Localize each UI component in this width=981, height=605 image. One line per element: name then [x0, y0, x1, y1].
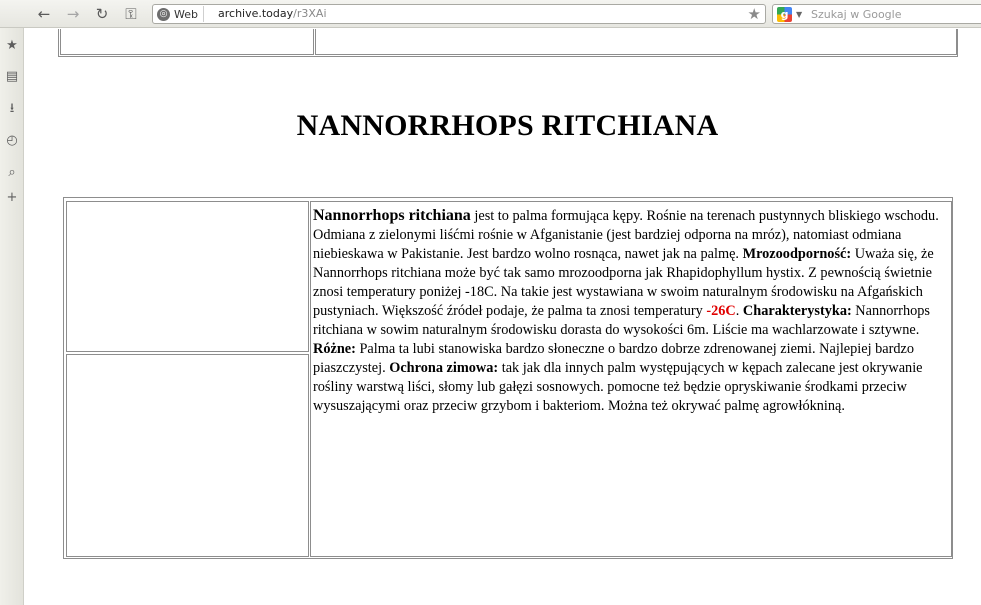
- globe-icon: ◎: [157, 8, 170, 21]
- frost-text: Uważa się, że Nannorrhops ritchiana może być tak samo mrozoodporna jak Rhapidophyllum hystix. Z pewnością świetnie znosi temperatury poniżej -18C. Na takie jest wystawiana w swoim naturalnym środowisku na Afgańskich pustyniach. Większość źródeł podaje, że palma ta znosi temperatury: [313, 246, 934, 319]
- misc-text: Palma ta lubi stanowiska bardzo słoneczne o bardzo dobrze zdrenowanej ziemi. Najlepiej bardzo piaszczystej.: [313, 341, 915, 376]
- google-logo-letter: g: [780, 8, 789, 21]
- misc-label: Różne:: [313, 341, 356, 357]
- characteristics-text: Nannorrhops ritchiana w sowim naturalnym środowisku dorasta do wysokości 6m. Liście ma wachlarzowate i sztywne.: [313, 303, 930, 338]
- top-table-cell-left: [60, 29, 314, 55]
- top-table-cell-right: [315, 29, 957, 55]
- forward-arrow-icon[interactable]: →: [66, 5, 80, 23]
- search-icon[interactable]: ⌕: [8, 165, 16, 180]
- intro-text: jest to palma formująca kępy. Rośnie na terenach pustynnych bliskiego wschodu. Odmiana z zielonymi liśćmi rośnie w Afganistanie (jest bardziej odporna na mróz), natomiast odmiana niebieskawa w Pakistanie. Jest bardzo wolno rosnąca, nawet jak na palmę.: [313, 208, 939, 262]
- page-title: NANNORRHOPS RITCHIANA: [296, 109, 719, 142]
- notes-icon[interactable]: ▤: [5, 69, 19, 84]
- back-arrow-icon[interactable]: ←: [37, 5, 51, 23]
- search-bar[interactable]: [772, 4, 981, 24]
- site-identity-label: Web: [174, 7, 198, 21]
- history-clock-icon[interactable]: ◴: [6, 133, 18, 148]
- bookmark-star-icon[interactable]: ★: [747, 5, 761, 23]
- bookmarks-star-icon[interactable]: ★: [6, 38, 18, 53]
- search-engine-dropdown-icon[interactable]: ▼: [796, 10, 803, 19]
- browser-sidebar: [0, 28, 24, 605]
- page-content: [25, 29, 981, 605]
- key-icon[interactable]: ⚿: [125, 5, 137, 23]
- winter-protection-text: tak jak dla innych palm występujących w kępach zalecane jest okrywanie rośliny warstwą liści, słomy lub gałęzi sosnowych. pomocne też będzie opryskiwanie środkami przeciw wysuszającymi oraz przeciw grzybom i bakteriom. Można też okrywać palmę agrowłókniną.: [313, 360, 923, 414]
- frost-label: Mrozoodporność:: [742, 246, 852, 262]
- description-cell: [310, 201, 952, 557]
- species-table: [63, 197, 953, 559]
- winter-protection-label: Ochrona zimowa:: [389, 360, 499, 376]
- add-panel-icon[interactable]: +: [6, 190, 18, 205]
- species-name: Nannorrhops ritchiana: [313, 207, 471, 224]
- characteristics-label: Charakterystyka:: [742, 303, 852, 319]
- address-bar[interactable]: [152, 4, 766, 24]
- image-cell-top: [66, 201, 309, 352]
- search-input[interactable]: [811, 6, 979, 22]
- image-cell-bottom: [66, 354, 309, 557]
- browser-toolbar: [0, 0, 981, 28]
- downloads-icon[interactable]: ⭳: [9, 101, 15, 116]
- url-path: /r3XAi: [293, 7, 327, 20]
- reload-icon[interactable]: ↻: [95, 5, 109, 23]
- url-host: archive.today: [218, 7, 294, 20]
- min-temperature: -26C: [706, 303, 736, 319]
- after-temp-text: .: [735, 303, 743, 319]
- url-text[interactable]: [218, 7, 327, 20]
- top-table: [58, 29, 958, 57]
- site-identity-button[interactable]: [154, 6, 204, 22]
